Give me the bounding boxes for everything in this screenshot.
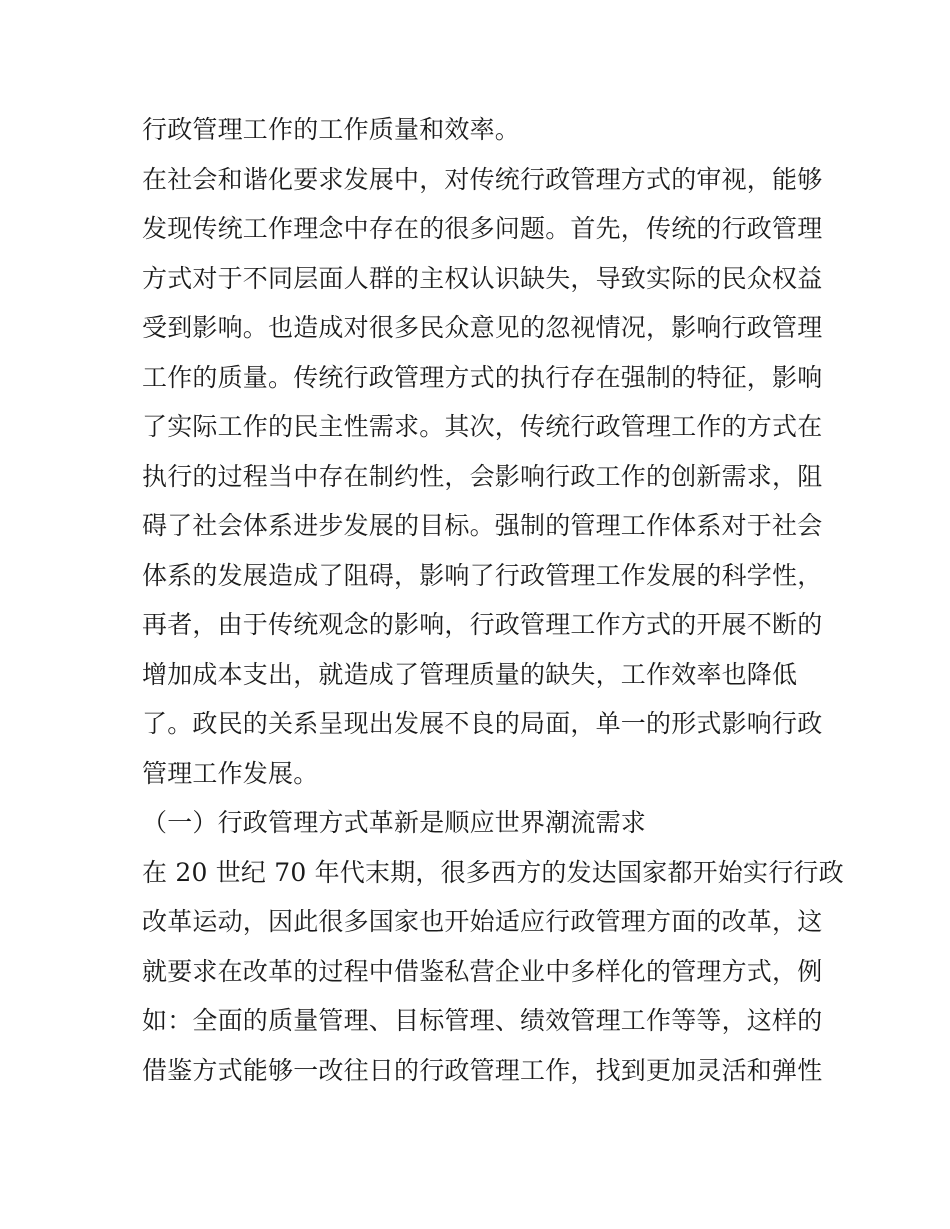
text-line: 管理工作发展。 <box>142 759 319 788</box>
text-line: 了。政民的关系呈现出发展不良的局面，单一的形式影响行政 <box>142 709 823 738</box>
text-line: 借鉴方式能够一改往日的行政管理工作，找到更加灵活和弹性 <box>142 1056 823 1085</box>
text-line: 体系的发展造成了阻碍，影响了行政管理工作发展的科学性， <box>142 561 823 590</box>
text-line: 发现传统工作理念中存在的很多问题。首先，传统的行政管理 <box>142 214 823 243</box>
text-line: 在社会和谐化要求发展中，对传统行政管理方式的审视，能够 <box>142 165 823 194</box>
text-line: 受到影响。也造成对很多民众意见的忽视情况，影响行政管理 <box>142 313 823 342</box>
text-line: 就要求在改革的过程中借鉴私营企业中多样化的管理方式，例 <box>142 957 823 986</box>
text-line: 了实际工作的民主性需求。其次，传统行政管理工作的方式在 <box>142 412 823 441</box>
section-heading: （一）行政管理方式革新是顺应世界潮流需求 <box>142 808 647 837</box>
text-line: 改革运动，因此很多国家也开始适应行政管理方面的改革，这 <box>142 907 823 936</box>
text-line: 增加成本支出，就造成了管理质量的缺失，工作效率也降低 <box>142 660 798 689</box>
text-line: 如：全面的质量管理、目标管理、绩效管理工作等等，这样的 <box>142 1006 823 1035</box>
text-line: 再者，由于传统观念的影响，行政管理工作方式的开展不断的 <box>142 610 823 639</box>
text-line: 碍了社会体系进步发展的目标。强制的管理工作体系对于社会 <box>142 511 823 540</box>
text-line: 行政管理工作的工作质量和效率。 <box>142 115 521 144</box>
text-line: 执行的过程当中存在制约性，会影响行政工作的创新需求，阻 <box>142 462 823 491</box>
text-line: 工作的质量。传统行政管理方式的执行存在强制的特征，影响 <box>142 363 823 392</box>
text-line: 方式对于不同层面人群的主权认识缺失，导致实际的民众权益 <box>142 264 823 293</box>
text-line: 在 20 世纪 70 年代末期，很多西方的发达国家都开始实行行政 <box>142 858 844 887</box>
